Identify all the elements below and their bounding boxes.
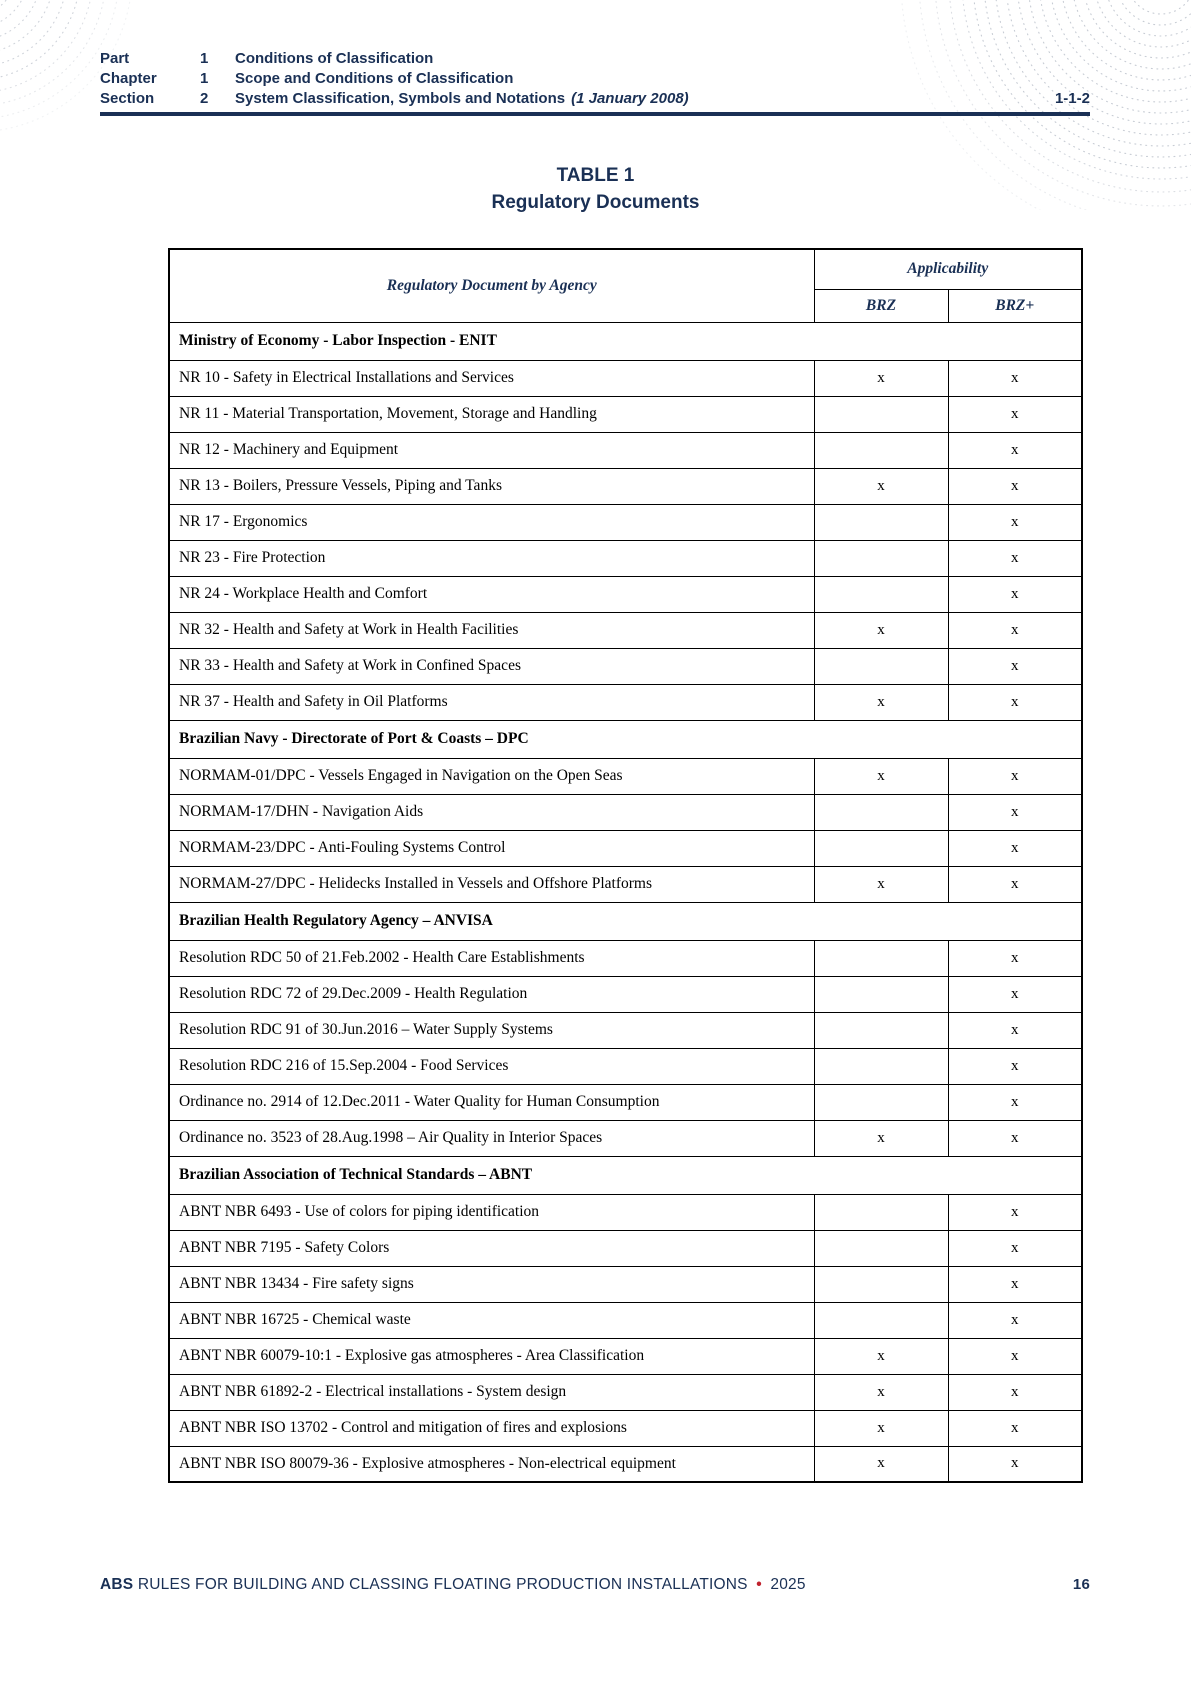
- section-reference-number: 1-1-2: [1054, 90, 1090, 107]
- brz-plus-mark: x: [948, 468, 1082, 504]
- brz-mark: x: [814, 1120, 948, 1156]
- table-row: [169, 1374, 1082, 1410]
- brz-mark: [814, 1084, 948, 1120]
- agency-section-header: Brazilian Association of Technical Standards – ABNT: [169, 1156, 1082, 1194]
- brz-plus-mark: x: [948, 830, 1082, 866]
- brz-plus-mark: x: [948, 1266, 1082, 1302]
- page-footer: [100, 1576, 1090, 1594]
- agency-section-row: [169, 902, 1082, 940]
- brz-plus-mark: x: [948, 612, 1082, 648]
- brz-plus-mark: x: [948, 1302, 1082, 1338]
- brz-plus-mark: x: [948, 576, 1082, 612]
- table-row: [169, 360, 1082, 396]
- brz-plus-mark: x: [948, 1012, 1082, 1048]
- table-row: [169, 1338, 1082, 1374]
- section-title: System Classification, Symbols and Notations (1 January 2008): [235, 90, 689, 107]
- table-head: [169, 249, 1082, 322]
- table-title: [0, 162, 1191, 216]
- brz-mark: [814, 540, 948, 576]
- document-name: NR 11 - Material Transportation, Movement, Storage and Handling: [169, 396, 814, 432]
- brz-plus-mark: x: [948, 1194, 1082, 1230]
- section-number: 2: [200, 90, 209, 107]
- brz-mark: x: [814, 1410, 948, 1446]
- brz-mark: x: [814, 684, 948, 720]
- agency-section-row: [169, 322, 1082, 360]
- brz-mark: x: [814, 758, 948, 794]
- column-header-brz: BRZ: [814, 289, 948, 322]
- table-row: [169, 1120, 1082, 1156]
- table-row: [169, 1266, 1082, 1302]
- brz-mark: x: [814, 866, 948, 902]
- brz-mark: [814, 648, 948, 684]
- table-caption: Regulatory Documents: [491, 192, 700, 213]
- document-name: ABNT NBR 6493 - Use of colors for piping identification: [169, 1194, 814, 1230]
- header-part-row: [100, 49, 689, 69]
- brz-plus-mark: x: [948, 504, 1082, 540]
- table-row: [169, 794, 1082, 830]
- column-header-document: Regulatory Document by Agency: [169, 249, 814, 322]
- brz-plus-mark: x: [948, 794, 1082, 830]
- agency-section-header: Brazilian Health Regulatory Agency – ANVISA: [169, 902, 1082, 940]
- brz-mark: [814, 432, 948, 468]
- table-row: [169, 612, 1082, 648]
- brz-plus-mark: x: [948, 758, 1082, 794]
- brz-mark: [814, 1194, 948, 1230]
- brz-plus-mark: x: [948, 1084, 1082, 1120]
- document-name: NORMAM-27/DPC - Helidecks Installed in Vessels and Offshore Platforms: [169, 866, 814, 902]
- table-row: [169, 1084, 1082, 1120]
- header-section-row: [100, 89, 689, 109]
- table-row: [169, 432, 1082, 468]
- table-row: [169, 1446, 1082, 1482]
- brz-mark: x: [814, 1446, 948, 1482]
- chapter-number: 1: [200, 70, 209, 87]
- brz-plus-mark: x: [948, 360, 1082, 396]
- document-name: ABNT NBR 13434 - Fire safety signs: [169, 1266, 814, 1302]
- part-title: Conditions of Classification: [235, 50, 434, 67]
- brz-mark: [814, 396, 948, 432]
- brz-mark: x: [814, 1338, 948, 1374]
- chapter-label: Chapter: [100, 70, 157, 87]
- document-name: Resolution RDC 50 of 21.Feb.2002 - Health Care Establishments: [169, 940, 814, 976]
- table-row: [169, 648, 1082, 684]
- header-divider-rule: [100, 112, 1090, 116]
- footer-text: RULES FOR BUILDING AND CLASSING FLOATING PRODUCTION INSTALLATIONS: [137, 1576, 748, 1593]
- table-row: [169, 1194, 1082, 1230]
- table-row: [169, 540, 1082, 576]
- table-row: [169, 468, 1082, 504]
- document-name: NR 17 - Ergonomics: [169, 504, 814, 540]
- table-row: [169, 758, 1082, 794]
- document-name: NORMAM-01/DPC - Vessels Engaged in Navigation on the Open Seas: [169, 758, 814, 794]
- brz-plus-mark: x: [948, 976, 1082, 1012]
- chapter-title: Scope and Conditions of Classification: [235, 70, 514, 87]
- brz-plus-mark: x: [948, 432, 1082, 468]
- brz-mark: [814, 1230, 948, 1266]
- brz-mark: x: [814, 468, 948, 504]
- part-label: Part: [100, 50, 130, 67]
- table-row: [169, 976, 1082, 1012]
- table-row: [169, 830, 1082, 866]
- document-name: NR 13 - Boilers, Pressure Vessels, Piping and Tanks: [169, 468, 814, 504]
- brz-mark: [814, 1266, 948, 1302]
- document-name: NR 23 - Fire Protection: [169, 540, 814, 576]
- regulatory-documents-table: [168, 248, 1083, 1483]
- page-number: 16: [1072, 1576, 1090, 1593]
- document-name: ABNT NBR 60079-10:1 - Explosive gas atmospheres - Area Classification: [169, 1338, 814, 1374]
- table-row: [169, 1012, 1082, 1048]
- document-name: NR 33 - Health and Safety at Work in Confined Spaces: [169, 648, 814, 684]
- brz-plus-mark: x: [948, 866, 1082, 902]
- brz-mark: [814, 576, 948, 612]
- brz-mark: x: [814, 612, 948, 648]
- brz-mark: x: [814, 1374, 948, 1410]
- table-row: [169, 1230, 1082, 1266]
- document-name: Ordinance no. 2914 of 12.Dec.2011 - Water Quality for Human Consumption: [169, 1084, 814, 1120]
- document-name: Ordinance no. 3523 of 28.Aug.1998 – Air Quality in Interior Spaces: [169, 1120, 814, 1156]
- table-row: [169, 940, 1082, 976]
- agency-section-row: [169, 720, 1082, 758]
- document-name: NR 32 - Health and Safety at Work in Health Facilities: [169, 612, 814, 648]
- brz-mark: [814, 1012, 948, 1048]
- table-number: TABLE 1: [556, 165, 635, 186]
- column-header-applicability: Applicability: [814, 249, 1082, 289]
- brz-mark: [814, 976, 948, 1012]
- document-name: NORMAM-17/DHN - Navigation Aids: [169, 794, 814, 830]
- brz-plus-mark: x: [948, 1410, 1082, 1446]
- table-row: [169, 684, 1082, 720]
- abs-brand: ABS: [100, 1576, 134, 1593]
- footer-year: 2025: [770, 1576, 806, 1593]
- document-name: Resolution RDC 72 of 29.Dec.2009 - Health Regulation: [169, 976, 814, 1012]
- brz-mark: [814, 830, 948, 866]
- table-row: [169, 866, 1082, 902]
- table-body: [169, 322, 1082, 1482]
- brz-plus-mark: x: [948, 1446, 1082, 1482]
- brz-plus-mark: x: [948, 1120, 1082, 1156]
- footer-bullet-icon: •: [756, 1576, 762, 1593]
- agency-section-row: [169, 1156, 1082, 1194]
- document-name: ABNT NBR 16725 - Chemical waste: [169, 1302, 814, 1338]
- brz-plus-mark: x: [948, 940, 1082, 976]
- brz-mark: [814, 1048, 948, 1084]
- document-name: Resolution RDC 216 of 15.Sep.2004 - Food Services: [169, 1048, 814, 1084]
- page-header: [100, 49, 689, 109]
- table-row: [169, 396, 1082, 432]
- document-name: NR 10 - Safety in Electrical Installations and Services: [169, 360, 814, 396]
- section-label: Section: [100, 90, 155, 107]
- document-name: ABNT NBR ISO 80079-36 - Explosive atmospheres - Non-electrical equipment: [169, 1446, 814, 1482]
- brz-mark: x: [814, 360, 948, 396]
- brz-plus-mark: x: [948, 396, 1082, 432]
- document-name: Resolution RDC 91 of 30.Jun.2016 – Water Supply Systems: [169, 1012, 814, 1048]
- table-row: [169, 1048, 1082, 1084]
- brz-mark: [814, 504, 948, 540]
- part-number: 1: [200, 50, 209, 67]
- footer-rule-title: [100, 1576, 806, 1594]
- table-row: [169, 1302, 1082, 1338]
- brz-plus-mark: x: [948, 540, 1082, 576]
- brz-plus-mark: x: [948, 1048, 1082, 1084]
- agency-section-header: Brazilian Navy - Directorate of Port & Coasts – DPC: [169, 720, 1082, 758]
- brz-mark: [814, 1302, 948, 1338]
- document-name: NR 37 - Health and Safety in Oil Platforms: [169, 684, 814, 720]
- document-name: ABNT NBR 61892-2 - Electrical installations - System design: [169, 1374, 814, 1410]
- brz-plus-mark: x: [948, 684, 1082, 720]
- brz-mark: [814, 940, 948, 976]
- document-name: NR 24 - Workplace Health and Comfort: [169, 576, 814, 612]
- brz-plus-mark: x: [948, 1374, 1082, 1410]
- brz-plus-mark: x: [948, 648, 1082, 684]
- brz-plus-mark: x: [948, 1338, 1082, 1374]
- document-name: ABNT NBR 7195 - Safety Colors: [169, 1230, 814, 1266]
- header-chapter-row: [100, 69, 689, 89]
- table-row: [169, 576, 1082, 612]
- column-header-brz-plus: BRZ+: [948, 289, 1082, 322]
- header-row-1: [169, 249, 1082, 289]
- section-date-suffix: (1 January 2008): [571, 90, 689, 107]
- table-row: [169, 504, 1082, 540]
- document-name: NR 12 - Machinery and Equipment: [169, 432, 814, 468]
- brz-plus-mark: x: [948, 1230, 1082, 1266]
- brz-mark: [814, 794, 948, 830]
- document-name: ABNT NBR ISO 13702 - Control and mitigation of fires and explosions: [169, 1410, 814, 1446]
- document-name: NORMAM-23/DPC - Anti-Fouling Systems Control: [169, 830, 814, 866]
- agency-section-header: Ministry of Economy - Labor Inspection - ENIT: [169, 322, 1082, 360]
- table-row: [169, 1410, 1082, 1446]
